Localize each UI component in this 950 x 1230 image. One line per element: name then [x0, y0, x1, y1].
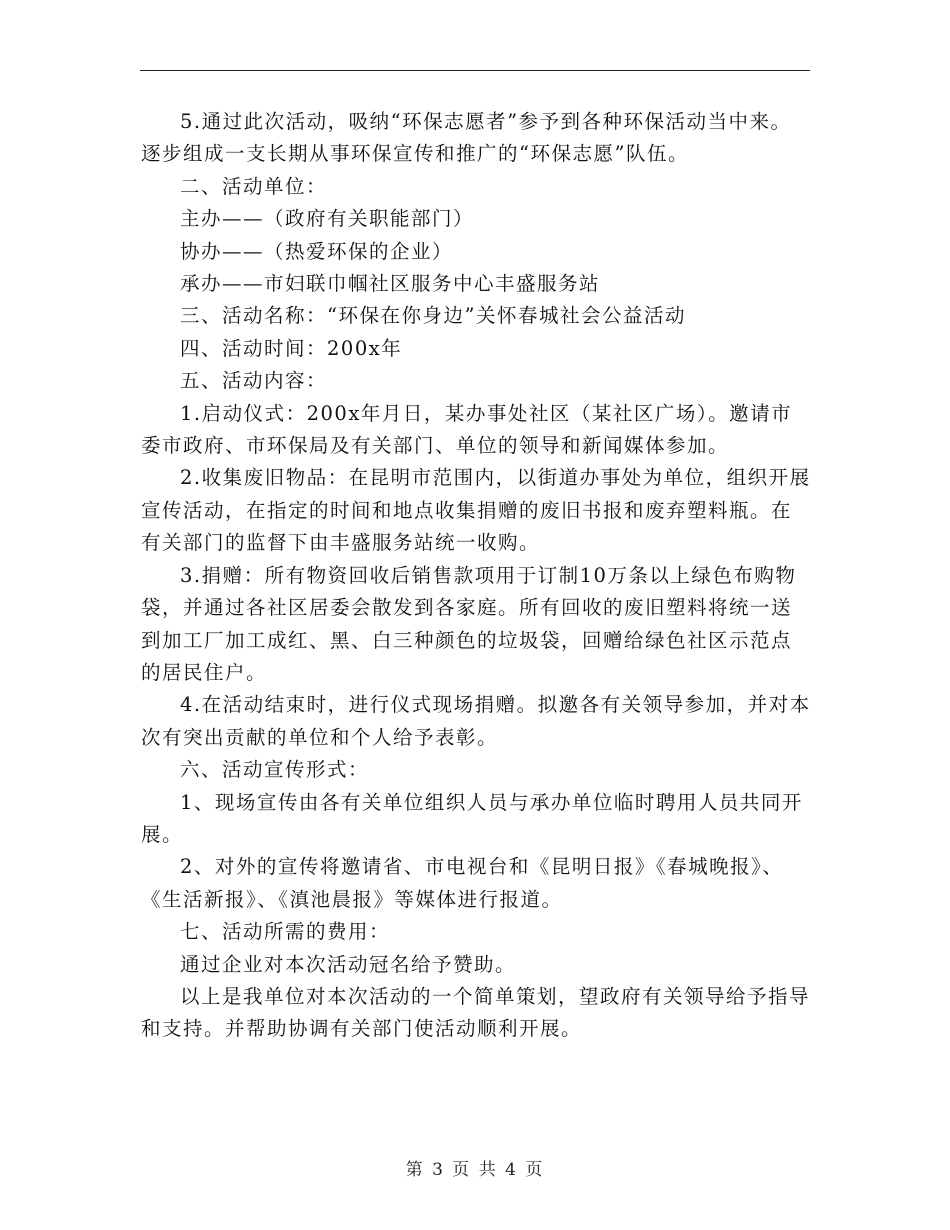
section-heading: 三、活动名称：“环保在你身边”关怀春城社会公益活动: [180, 304, 686, 328]
paragraph: 主办——（政府有关职能部门）: [180, 207, 475, 231]
paragraph: 2、对外的宣传将邀请省、市电视台和《昆明日报》《春城晚报》、《生活新报》、《滇池晨报》等媒体进行报道。: [141, 855, 784, 911]
page-number: 第 3 页 共 4 页: [405, 1160, 545, 1180]
paragraph: 协办——（热爱环保的企业）: [180, 239, 454, 263]
paragraph: 1.启动仪式：200x年月日，某办事处社区（某社区广场）。邀请市委市政府、市环保局及有关部门、单位的领导和新闻媒体参加。: [141, 401, 793, 458]
paragraph: 3.捐赠：所有物资回收后销售款项用于订制10万条以上绿色布购物袋，并通过各社区居委会散发到各家庭。所有回收的废旧塑料将统一送到加工厂加工成红、黑、白三种颜色的垃圾袋，回赠给绿色社区示范点的居民住户。: [141, 563, 797, 684]
section-heading: 二、活动单位：: [180, 174, 328, 198]
section-heading: 六、活动宣传形式：: [180, 758, 370, 782]
paragraph: 通过企业对本次活动冠名给予赞助。: [180, 952, 517, 976]
paragraph: 以上是我单位对本次活动的一个简单策划，望政府有关领导给予指导和支持。并帮助协调有关部门使活动顺利开展。: [141, 984, 811, 1041]
section-heading: 四、活动时间：200x年: [180, 336, 403, 360]
paragraph: 5.通过此次活动，吸纳“环保志愿者”参予到各种环保活动当中来。逐步组成一支长期从事环保宣传和推广的“环保志愿”队伍。: [141, 110, 792, 166]
section-heading: 七、活动所需的费用：: [180, 920, 391, 944]
header-rule: [140, 70, 810, 71]
paragraph: 4.在活动结束时，进行仪式现场捐赠。拟邀各有关领导参加，并对本次有突出贡献的单位和个人给予表彰。: [141, 693, 811, 749]
section-heading: 五、活动内容：: [180, 369, 328, 393]
paragraph: 2.收集废旧物品：在昆明市范围内，以街道办事处为单位，组织开展宣传活动，在指定的时间和地点收集捐赠的废旧书报和废弃塑料瓶。在有关部门的监督下由丰盛服务站统一收购。: [141, 466, 811, 555]
paragraph: 承办——市妇联巾帼社区服务中心丰盛服务站: [180, 272, 601, 296]
paragraph: 1、现场宣传由各有关单位组织人员与承办单位临时聘用人员共同开展。: [141, 790, 803, 846]
document-body: [141, 106, 811, 1046]
